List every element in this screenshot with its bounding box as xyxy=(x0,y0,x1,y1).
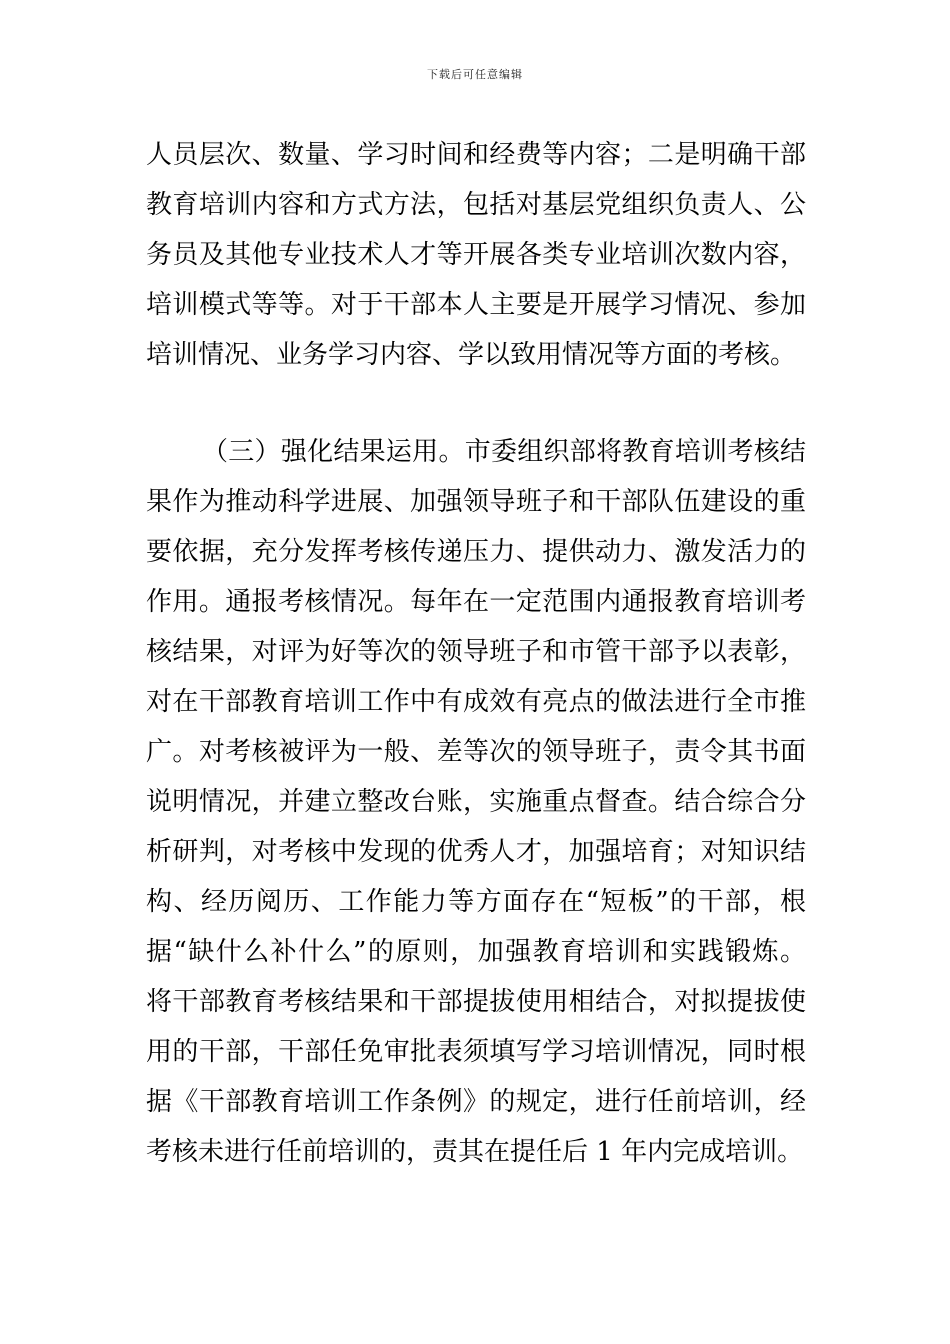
paragraph-line: 教育培训内容和方式方法，包括对基层党组织负责人、公 xyxy=(146,190,806,220)
page-header: 下载后可任意编辑 xyxy=(427,68,523,81)
paragraph-line: 考核未进行任前培训的，责其在提任后 1 年内完成培训。 xyxy=(146,1137,804,1167)
paragraph-line: 说明情况，并建立整改台账，实施重点督查。结合综合分 xyxy=(146,787,806,817)
paragraph-line: 据“缺什么补什么”的原则，加强教育培训和实践锻炼。 xyxy=(146,937,806,967)
paragraph-line: 核结果，对评为好等次的领导班子和市管干部予以表彰， xyxy=(146,637,806,667)
paragraph-line: 广。对考核被评为一般、差等次的领导班子，责令其书面 xyxy=(146,737,806,767)
paragraph-line: 培训模式等等。对于干部本人主要是开展学习情况、参加 xyxy=(146,290,806,320)
paragraph-line: 人员层次、数量、学习时间和经费等内容；二是明确干部 xyxy=(146,140,806,170)
paragraph-line: 据《干部教育培训工作条例》的规定，进行任前培训，经 xyxy=(146,1087,806,1117)
paragraph-line: 作用。通报考核情况。每年在一定范围内通报教育培训考 xyxy=(146,587,806,617)
paragraph-1 xyxy=(146,130,806,380)
paragraph-line: 对在干部教育培训工作中有成效有亮点的做法进行全市推 xyxy=(146,687,806,717)
paragraph-line: 要依据，充分发挥考核传递压力、提供动力、激发活力的 xyxy=(146,537,806,567)
paragraph-line: 构、经历阅历、工作能力等方面存在“短板”的干部，根 xyxy=(146,887,806,917)
paragraph-line: （三）强化结果运用。市委组织部将教育培训考核结 xyxy=(202,437,806,467)
paragraph-line: 用的干部，干部任免审批表须填写学习培训情况，同时根 xyxy=(146,1037,806,1067)
paragraph-2 xyxy=(146,427,806,1177)
paragraph-line: 析研判，对考核中发现的优秀人才，加强培育；对知识结 xyxy=(146,837,806,867)
paragraph-line: 务员及其他专业技术人才等开展各类专业培训次数内容， xyxy=(146,240,806,270)
paragraph-line: 果作为推动科学进展、加强领导班子和干部队伍建设的重 xyxy=(146,487,806,517)
paragraph-line: 培训情况、业务学习内容、学以致用情况等方面的考核。 xyxy=(146,340,797,370)
paragraph-line: 将干部教育考核结果和干部提拔使用相结合，对拟提拔使 xyxy=(146,987,806,1017)
